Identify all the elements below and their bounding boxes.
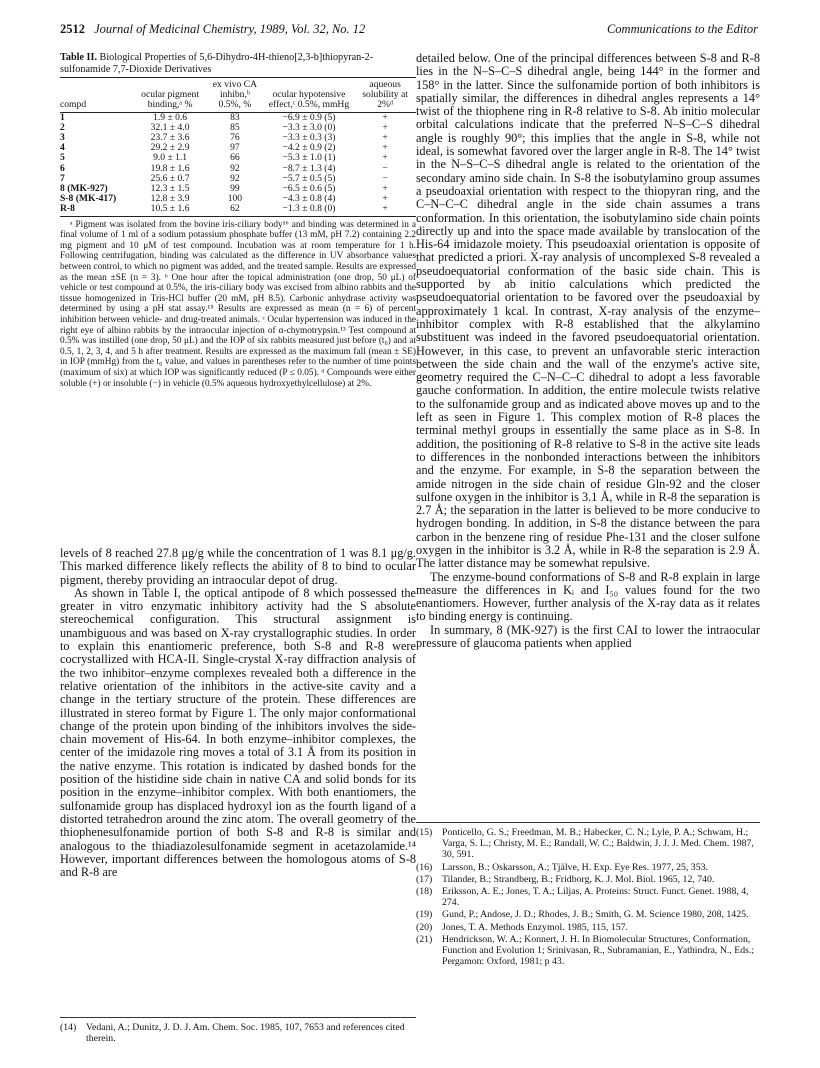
- cell-solubility: +: [382, 183, 388, 195]
- reference-text: Tilander, B.; Strandberg, B.; Fridborg, K. J. Mol. Biol. 1965, 12, 740.: [442, 873, 715, 885]
- table-footnote-text: ᵃ Pigment was isolated from the bovine iris-ciliary body¹⁶ and binding was determined in a final volume of 1 ml of a sodium potassium phosphate buffer (13 mM, pH 7.2) containing 2.2 mg pigment and 10 μM of test compound. Incubation was at room temperature for 1 h. Following centrifugation, binding was calculated as the difference in UV absorbance values between control, to which no pigment was added, and the treated sample. Results are expressed as the mean ±SE (n = 3). ᵇ One hour after the topical administration (one drop, 50 μL) of vehicle or test compound at 0.5%, the iris-ciliary body was excised from albino rabbits and the tissue homogenized in Tris-HCl buffer (20 mM, pH 8.5). Carbonic anhydrase activity was determined by using a pH stat assay.¹⁵ Results are expressed as mean (n = 6) of percent inhibition between vehicle- and drug-treated animals. ᶜ Ocular hypertension was induced in the right eye of albino rabbits by the intraocular injection of α-chymotrypsin.¹³ Test compound at 0.5% was instilled (one drop, 50 μL) and the IOP of six rabbits measured just before (t₀) and at 0.5, 1, 2, 3, 4, and 5 h after treatment. Results are expressed as the maximum fall (mean ± SE) in IOP (mmHg) from the t₀ value, and values in parentheses refer to the number of time points (maximum of six) at which IOP was significantly reduced (P ≤ 0.05). ᵈ Compounds were either soluble (+) or insoluble (−) in vehicle (0.5% aqueous hydroxyethylcellulose) at 2%.: [60, 219, 416, 389]
- reference-item: [416, 934, 760, 968]
- cell-compd: S-8 (MK-417): [60, 193, 117, 205]
- cell-hypotensive-effect: −6.5 ± 0.6 (5): [282, 183, 336, 195]
- reference-item: [60, 1022, 416, 1044]
- cell-solubility: +: [382, 132, 388, 144]
- col-header-compd: compd: [60, 78, 134, 113]
- cell-hypotensive-effect: −1.3 ± 0.8 (0): [264, 204, 355, 216]
- reference-number: (15): [416, 827, 433, 838]
- table-row: [60, 204, 416, 216]
- cell-pigment-binding: 23.7 ± 3.6: [150, 132, 190, 144]
- col-header-hypotensive-effect: ocular hypotensive effect,ᶜ 0.5%, mmHg: [264, 78, 355, 113]
- cell-hypotensive-effect: −3.3 ± 3.0 (0): [282, 121, 336, 133]
- cell-ca-inhibition: 97: [230, 142, 240, 154]
- paragraph: levels of 8 reached 27.8 μg/g while the concentration of 1 was 8.1 μg/g. This marked difference likely reflects the ability of 8 to bind to ocular pigment, thereby providing an intraocular depot of drug.: [60, 546, 416, 587]
- cell-pigment-binding: 32.1 ± 4.0: [150, 121, 190, 133]
- cell-compd: 7: [60, 172, 65, 184]
- references-right: [416, 822, 760, 968]
- reference-item: [416, 874, 760, 885]
- running-head-left: [60, 22, 365, 37]
- cell-ca-inhibition: 83: [230, 111, 240, 123]
- reference-number: (20): [416, 921, 433, 933]
- cell-ca-inhibition: 66: [230, 152, 240, 164]
- cell-compd: 6: [60, 162, 65, 174]
- cell-pigment-binding: 29.2 ± 2.9: [150, 142, 190, 154]
- cell-ca-inhibition: 85: [230, 121, 240, 133]
- cell-solubility: +: [382, 193, 388, 205]
- cell-hypotensive-effect: −4.3 ± 0.8 (4): [282, 193, 336, 205]
- reference-text: Hendrickson, W. A.; Konnert, J. H. In Biomolecular Structures, Conformation, Function and Evolution 1; Srinivasan, R., Subramanian, E., Yathindra, N., Eds.; Pergamon: Oxford, 1981; p 43.: [442, 933, 755, 968]
- reference-item: [416, 886, 760, 908]
- reference-text: Gund, P.; Andose, J. D.; Rhodes, J. B.; Smith, G. M. Science 1980, 208, 1425.: [442, 909, 749, 921]
- cell-pigment-binding: 9.0 ± 1.1: [153, 152, 188, 164]
- reference-item: [416, 922, 760, 933]
- biological-properties-table: [60, 77, 416, 217]
- table-block: [60, 52, 416, 389]
- reference-number: (21): [416, 933, 433, 945]
- table-label: Table II.: [60, 52, 97, 63]
- table-title: Biological Properties of 5,6-Dihydro-4H-thieno[2,3-b]thiopyran-2-sulfonamide 7,7-Dioxide Derivatives: [60, 52, 374, 75]
- references-left: [60, 1017, 416, 1045]
- reference-text: Eriksson, A. E.; Jones, T. A.; Liljas, A. Proteins: Struct. Funct. Genet. 1988, 4, 274.: [442, 886, 749, 909]
- journal-citation: Journal of Medicinal Chemistry, 1989, Vol. 32, No. 12: [94, 22, 366, 36]
- reference-text: Vedani, A.; Dunitz, J. D. J. Am. Chem. Soc. 1985, 107, 7653 and references cited therein.: [86, 1022, 405, 1045]
- cell-compd: 5: [60, 152, 65, 164]
- reference-number: (17): [416, 873, 433, 885]
- col-header-solubility: aqueous solubility at 2%ᵈ: [354, 78, 416, 113]
- cell-ca-inhibition: 62: [206, 204, 264, 216]
- cell-solubility: −: [382, 162, 388, 174]
- cell-pigment-binding: 12.3 ± 1.5: [150, 183, 190, 195]
- cell-ca-inhibition: 92: [230, 162, 240, 174]
- reference-number: (19): [416, 909, 433, 921]
- cell-hypotensive-effect: −4.2 ± 0.9 (2): [282, 142, 336, 154]
- cell-pigment-binding: 10.5 ± 1.6: [134, 204, 206, 216]
- cell-hypotensive-effect: −8.7 ± 1.3 (4): [282, 162, 336, 174]
- cell-hypotensive-effect: −5.3 ± 1.0 (1): [282, 152, 336, 164]
- cell-solubility: +: [382, 152, 388, 164]
- page-number: 2512: [60, 22, 85, 36]
- cell-compd: 1: [60, 111, 65, 123]
- table-footnotes: [60, 220, 416, 390]
- paragraph: As shown in Table I, the optical antipode of 8 which possessed the greater in vitro enzymatic inhibitory activity had the S absolute stereochemical configuration. This structural assignment is unambiguous and was based on X-ray crystallographic studies. In order to explain this enantiomeric preference, both S-8 and R-8 were cocrystallized with HCA-II. Single-crystal X-ray diffraction analysis of the two inhibitor–enzyme complexes revealed both a difference in the relative orientation of the inhibitors in the active-site cavity and a change in the tertiary structure of the protein. These differences are illustrated in stereo format by Figure 1. The only major conformational change of the protein upon binding of the inhibitors involves the side-chain movement of His-64. In both enzyme–inhibitor complexes, the center of the imidazole ring moves a total of 3.1 Å from its position in the native enzyme. This rotation is indicated by dashed bonds for the position of the histidine side chain in native CA and solid bonds for its position in the enzyme–inhibitor complex. With both enantiomers, the sulfonamide group has displaced hydroxyl ion as the fourth ligand of a distorted tetrahedron around the zinc atom. The overall geometry of the thiophenesulfonamide portion of both S-8 and R-8 is similar and analogous to the thiadiazolesulfonamide segment in acetazolamide.¹⁴ However, important differences between the homologous atoms of S-8 and R-8 are: [60, 585, 416, 880]
- cell-compd: 2: [60, 121, 65, 133]
- cell-solubility: +: [354, 204, 416, 216]
- cell-ca-inhibition: 99: [230, 183, 240, 195]
- reference-item: [416, 862, 760, 873]
- cell-compd: 3: [60, 132, 65, 144]
- reference-number: (16): [416, 861, 433, 873]
- reference-number: (14): [60, 1022, 77, 1033]
- table-caption: [60, 52, 416, 75]
- cell-compd: 8 (MK-927): [60, 183, 108, 195]
- cell-solubility: +: [382, 121, 388, 133]
- cell-pigment-binding: 19.8 ± 1.6: [150, 162, 190, 174]
- reference-text: Ponticello, G. S.; Freedman, M. B.; Habecker, C. N.; Lyle, P. A.; Schwam, H.; Varga, S. L.; Christy, M. E.; Randall, W. C.; Baldwin, J. J. J. Med. Chem. 1987, 30, 591.: [442, 827, 754, 861]
- reference-text: Larsson, B.; Oskarsson, A.; Tjälve, H. Exp. Eye Res. 1977, 25, 353.: [442, 861, 708, 873]
- section-title: Communications to the Editor: [606, 22, 758, 36]
- cell-ca-inhibition: 100: [227, 193, 243, 205]
- cell-solubility: +: [382, 111, 388, 123]
- cell-solubility: −: [382, 172, 388, 184]
- reference-number: (18): [416, 886, 433, 898]
- cell-pigment-binding: 12.8 ± 3.9: [150, 193, 190, 205]
- paragraph: detailed below. One of the principal differences between S-8 and R-8 lies in the N–S–C–S dihedral angle, being 144° in the former and 158° in the latter. Since the sulfonamide portion of both inhibitors is spatially similar, the differences in dihedral angles represents a 14° twist of the thiophene ring in R-8 relative to S-8. Ab initio molecular orbital calculations indicate that the preferred N–S–C–S dihedral angle is roughly 90°; this implies that the angle in S-8, while not ideal, is somewhat favored over the larger angle in R-8. The 14° twist in the N–S–C–S dihedral angle is related to the orientation of the secondary amino side chain. In S-8 the isobutylamino group assumes a pseudoaxial orientation with respect to the thiopyran ring, and the C–N–C–C dihedral angle in the side chain assumes a trans conformation. In this orientation, the isobutylamino side chain points directly up and into the space made available by translocation of the His-64 imidazole moiety. This pseudoaxial orientation is opposite of that predicted a priori. X-ray analysis of uncomplexed S-8 revealed a pseudoequatorial conformation of the basic side chain. This is supported by ab initio calculations which predicted the pseudoequatorial orientation to be favored over the pseudoaxial by approximately 1 kcal. In contrast, X-ray analysis of the enzyme–inhibitor complex with R-8 established that the alkylamino substituent was indeed in the favored pseudoequatorial orientation. However, in this case, to prevent an unfavorable steric interaction between the side chain and the wall of the enzyme's active site, geometry required the C–N–C–C dihedral to adopt a less favorable gauche conformation. In addition, the entire molecule twists relative to the sulfonamide group and as indicated above moves up and to the left as seen in Figure 1. This complex motion of R-8 places the terminal methyl groups in essentially the same place as in S-8. In addition, the positioning of R-8 relative to S-8 in the active site leads to differences in the nonbonded interactions between the inhibitors and the enzyme. For example, in S-8 the separation between the amide nitrogen in the side chain of residue Gln-92 and the closer sulfone oxygen in the inhibitor is 3.1 Å, while in R-8 the separation is 2.7 Å; the separation in the latter is believed to be more conducive to hydrogen bonding. In addition, in S-8 the distance between the para carbon in the benzene ring of residue Phe-131 and the closer sulfone oxygen in the inhibitor is 3.2 Å, while in R-8 the separation is 2.9 Å. The latter distance may be somewhat repulsive.: [416, 51, 760, 571]
- reference-item: [416, 827, 760, 861]
- cell-hypotensive-effect: −5.7 ± 0.5 (5): [282, 172, 336, 184]
- col-header-pigment-binding: ocular pigment binding,ᵃ %: [134, 78, 206, 113]
- cell-pigment-binding: 1.9 ± 0.6: [153, 111, 188, 123]
- cell-compd: 4: [60, 142, 65, 154]
- col-header-ca-inhibition: ex vivo CA inhibn,ᵇ 0.5%, %: [206, 78, 264, 113]
- cell-hypotensive-effect: −3.3 ± 0.3 (3): [282, 132, 336, 144]
- reference-item: [416, 909, 760, 920]
- cell-ca-inhibition: 92: [230, 172, 240, 184]
- table-header-row: [60, 78, 416, 113]
- paragraph: In summary, 8 (MK-927) is the first CAI to lower the intraocular pressure of glaucoma patients when applied: [416, 622, 760, 651]
- right-column-text: [416, 52, 760, 650]
- table-body: [60, 112, 416, 216]
- cell-ca-inhibition: 76: [230, 132, 240, 144]
- paragraph: The enzyme-bound conformations of S-8 and R-8 explain in large measure the differences in Kᵢ and I₅₀ values found for the two enantiomers. However, further analysis of the X-ray data as it relates to binding energy is continuing.: [416, 569, 760, 624]
- reference-text: Jones, T. A. Methods Enzymol. 1985, 115, 157.: [442, 921, 628, 933]
- left-column-text: [60, 547, 416, 879]
- cell-pigment-binding: 25.6 ± 0.7: [150, 172, 190, 184]
- running-head: [60, 22, 758, 40]
- cell-hypotensive-effect: −6.9 ± 0.9 (5): [282, 111, 336, 123]
- cell-compd: R-8: [60, 204, 134, 216]
- cell-solubility: +: [382, 142, 388, 154]
